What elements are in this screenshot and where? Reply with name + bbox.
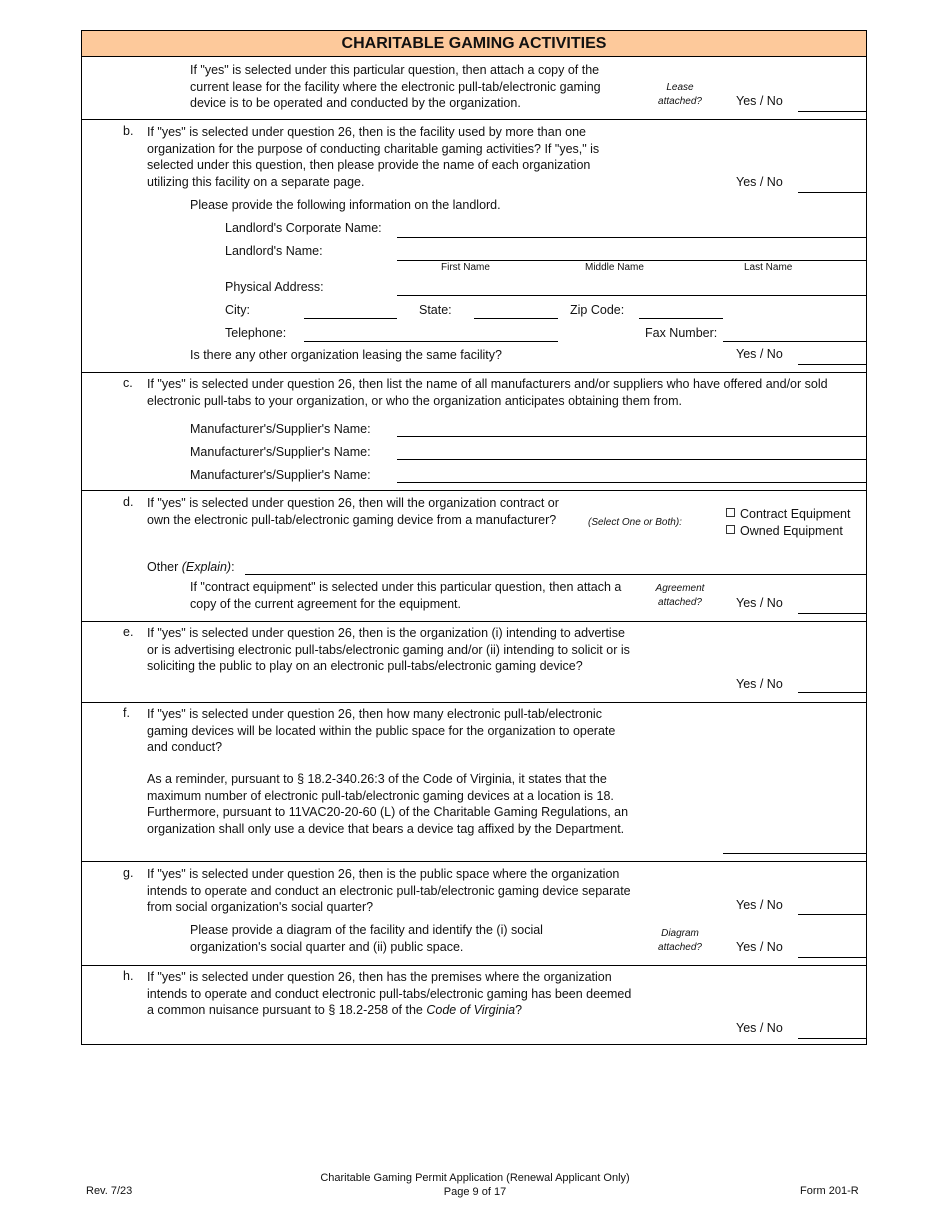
other-label: Other [147, 560, 179, 574]
revision-date: Rev. 7/23 [86, 1185, 133, 1197]
diagram-instruction: Please provide a diagram of the facility and identify the (i) social organization's social quarter and (ii) public space. [190, 923, 543, 954]
regulation-reminder: As a reminder, pursuant to § 18.2-340.26:3 of the Code of Virginia, it states that the maximum number of electronic pull-tab/electronic gaming devices at a location is 18. Furthermore, pursuant to 11VAC20-20-60 (L) of the Charitable Gaming Regulations, an organization shall only use a device that bears a device tag affixed by the Department. [147, 772, 629, 836]
section-d-question: If "yes" is selected under question 26, then will the organization contract or own the electronic pull-tab/electronic gaming device from a manufacturer? [147, 496, 559, 527]
section-f-question: If "yes" is selected under question 26, then how many electronic pull-tab/electronic gaming devices will be located within the public space for the organization to operate and conduct? [147, 707, 616, 754]
diagram-yes-no[interactable]: Yes / No [736, 940, 783, 954]
fax-label: Fax Number: [645, 326, 718, 340]
other-org-answer-line[interactable] [798, 364, 867, 365]
section-d-letter: d. [123, 495, 134, 509]
section-b-question: If "yes" is selected under question 26, then is the facility used by more than one organization for the purpose of conducting charitable gaming activities? If "yes," is selected under this question, then please provide the name of each organization utilizing this facility on a separate page. [147, 125, 600, 189]
divider [81, 702, 867, 703]
lease-instruction: If "yes" is selected under this particular question, then attach a copy of the current lease for the facility where the electronic pull-tab/electronic gaming device is to be operated and conducted by the organization. [190, 63, 601, 110]
state-label: State: [419, 303, 452, 317]
footer-title: Charitable Gaming Permit Application (Renewal Applicant Only) [320, 1172, 630, 1184]
section-b-answer-line[interactable] [798, 192, 867, 193]
supplier-name-field-3[interactable] [397, 482, 867, 483]
other-org-yes-no[interactable]: Yes / No [736, 347, 783, 361]
divider [81, 119, 867, 120]
landlord-corp-name-label: Landlord's Corporate Name: [225, 221, 382, 235]
first-name-caption: First Name [441, 262, 490, 273]
zip-label: Zip Code: [570, 303, 625, 317]
agreement-yes-no[interactable]: Yes / No [736, 596, 783, 610]
supplier-name-field-2[interactable] [397, 459, 867, 460]
section-c-letter: c. [123, 376, 133, 390]
agreement-instruction: If "contract equipment" is selected under this particular question, then attach a copy of the current agreement for the equipment. [190, 580, 622, 611]
landlord-corp-name-field[interactable] [397, 237, 867, 238]
supplier-name-field-1[interactable] [397, 436, 867, 437]
landlord-intro: Please provide the following information on the landlord. [190, 198, 501, 212]
section-e-yes-no[interactable]: Yes / No [736, 677, 783, 691]
city-field[interactable] [304, 318, 397, 319]
section-g-yes-no[interactable]: Yes / No [736, 898, 783, 912]
section-b-letter: b. [123, 124, 134, 138]
last-name-caption: Last Name [744, 262, 793, 273]
telephone-label: Telephone: [225, 326, 287, 340]
divider [81, 490, 867, 491]
section-h-text: If "yes" is selected under question 26, then has the premises where the organization intends to operate and conduct electronic pull-tabs/electronic gaming has been deemed a common nuisance pursuant to § 18.2-258 of the [147, 970, 632, 1017]
supplier-name-label-2: Manufacturer's/Supplier's Name: [190, 445, 371, 459]
section-h-punct: ? [515, 1003, 523, 1017]
supplier-name-label-3: Manufacturer's/Supplier's Name: [190, 468, 371, 482]
select-hint: (Select One or Both): [588, 517, 682, 528]
section-e-answer-line[interactable] [798, 692, 867, 693]
lease-answer-line[interactable] [798, 111, 867, 112]
explain-hint: (Explain) [181, 560, 232, 574]
section-h-answer-line[interactable] [798, 1038, 867, 1039]
zip-field[interactable] [639, 318, 723, 319]
agreement-answer-line[interactable] [798, 613, 867, 614]
section-header: CHARITABLE GAMING ACTIVITIES [81, 30, 867, 57]
section-e-letter: e. [123, 625, 134, 639]
section-e-question: If "yes" is selected under question 26, then is the organization (i) intending to advertise or is advertising electronic pull-tabs/electronic gaming and/or (ii) intending to solicit or is soliciting the public to play on an electronic pull-tabs/electronic gaming device? [147, 626, 630, 673]
diagram-attached-label: Diagram attached? [658, 928, 702, 953]
physical-address-label: Physical Address: [225, 280, 324, 294]
section-h-question [147, 969, 639, 1019]
diagram-answer-line[interactable] [798, 957, 867, 958]
section-h-yes-no[interactable]: Yes / No [736, 1021, 783, 1035]
other-org-question: Is there any other organization leasing the same facility? [190, 348, 502, 362]
contract-equipment-label: Contract Equipment [740, 507, 851, 521]
section-g-question: If "yes" is selected under question 26, then is the public space where the organization intends to operate and conduct an electronic pull-tab/electronic gaming device separate from social organization's social quarter? [147, 867, 631, 914]
owned-equipment-label: Owned Equipment [740, 524, 843, 538]
landlord-name-label: Landlord's Name: [225, 244, 323, 258]
lease-attached-label: Lease attached? [658, 82, 702, 107]
section-g-answer-line[interactable] [798, 914, 867, 915]
contract-equipment-option[interactable] [726, 506, 850, 523]
landlord-name-field[interactable] [397, 260, 867, 261]
section-b-yes-no[interactable]: Yes / No [736, 175, 783, 189]
middle-name-caption: Middle Name [585, 262, 644, 273]
physical-address-field[interactable] [397, 295, 867, 296]
divider [81, 372, 867, 373]
section-f-letter: f. [123, 706, 130, 720]
state-field[interactable] [474, 318, 558, 319]
section-h-letter: h. [123, 969, 134, 983]
owned-equipment-option[interactable] [726, 523, 843, 540]
checkbox-icon[interactable] [726, 508, 735, 517]
city-label: City: [225, 303, 250, 317]
form-number: Form 201-R [800, 1185, 859, 1197]
divider [81, 621, 867, 622]
divider [81, 861, 867, 862]
other-explain-label: Other (Explain): [147, 560, 235, 574]
section-g-letter: g. [123, 866, 134, 880]
telephone-field[interactable] [304, 341, 558, 342]
page-number: Page 9 of 17 [443, 1186, 507, 1198]
checkbox-icon[interactable] [726, 525, 735, 534]
section-c-question: If "yes" is selected under question 26, then list the name of all manufacturers and/or suppliers who have offered and/or sold electronic pull-tabs to your organization, or who the organization anticipates obtaining them from. [147, 377, 828, 408]
supplier-name-label-1: Manufacturer's/Supplier's Name: [190, 422, 371, 436]
footer-center [250, 1171, 700, 1199]
agreement-attached-label: Agreement attached? [655, 583, 705, 608]
fax-field[interactable] [723, 341, 867, 342]
lease-yes-no[interactable]: Yes / No [736, 94, 783, 108]
device-count-field[interactable] [723, 853, 867, 854]
code-of-virginia: Code of Virginia [426, 1003, 516, 1017]
other-explain-field[interactable] [245, 574, 867, 575]
divider [81, 965, 867, 966]
